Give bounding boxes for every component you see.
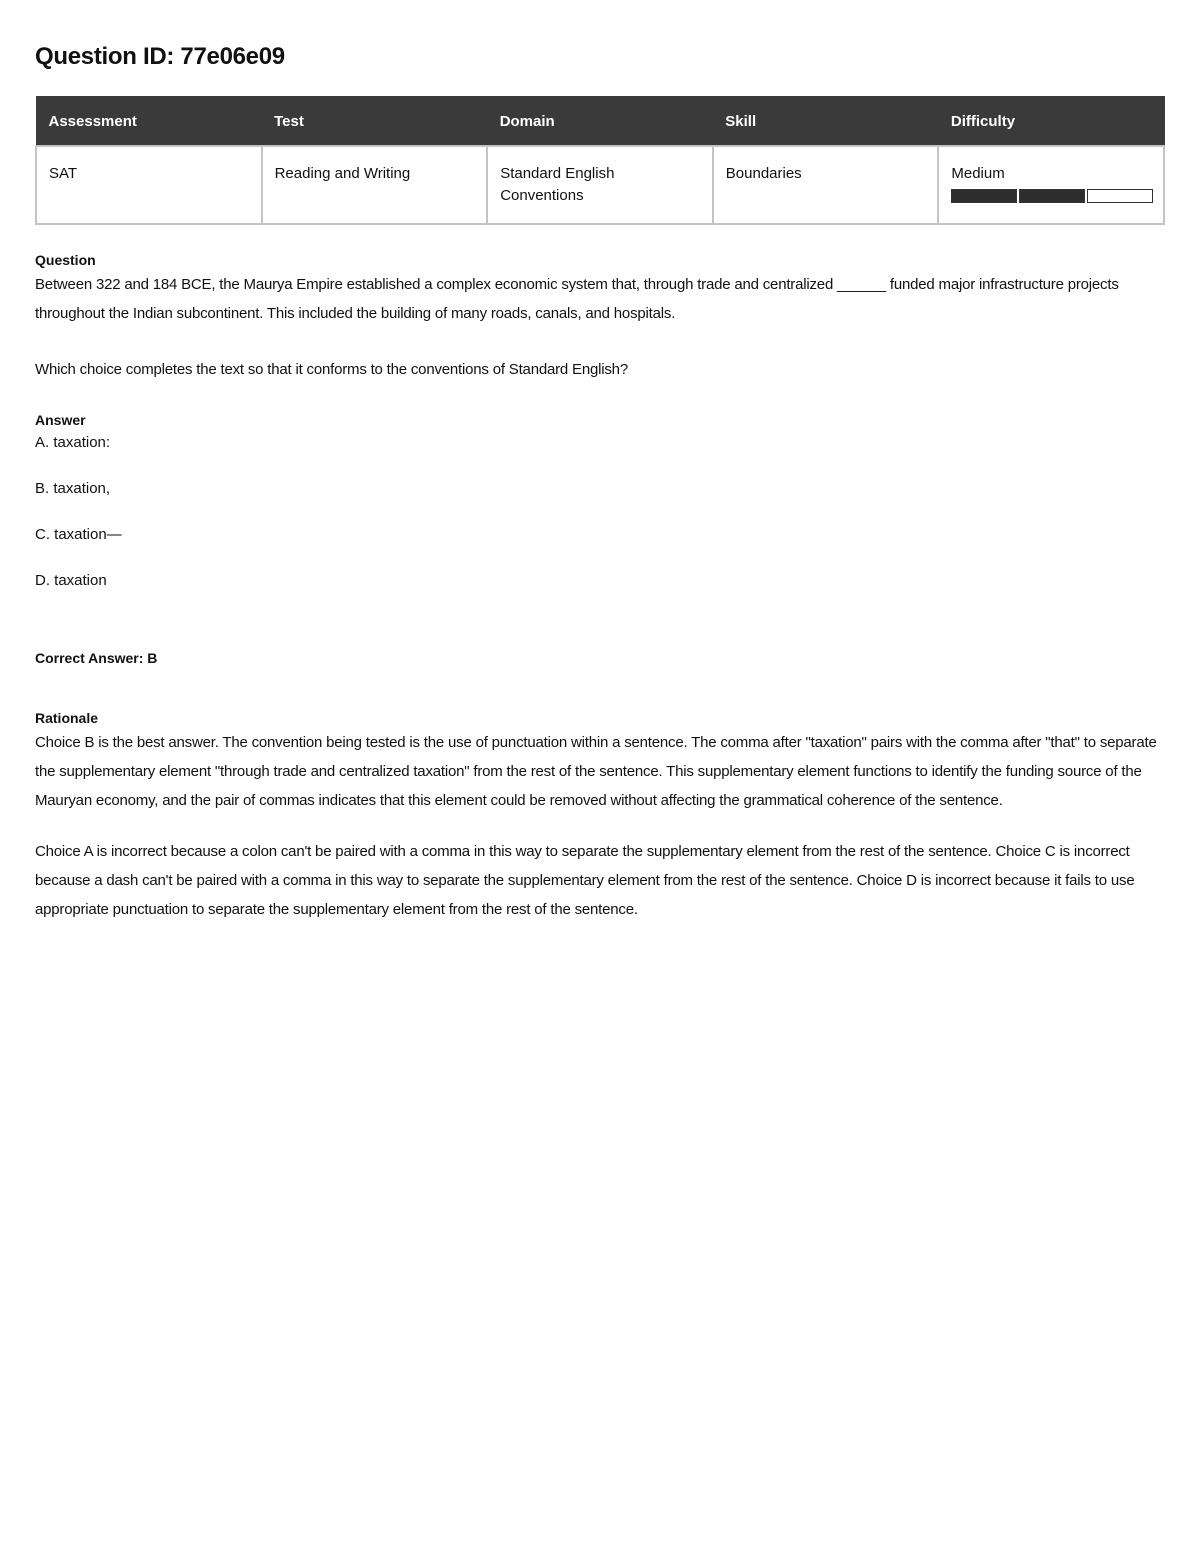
value-domain: Standard English Conventions <box>487 146 713 224</box>
meta-value-row <box>36 146 1164 224</box>
choice-b: B. taxation, <box>35 480 111 497</box>
difficulty-meter <box>951 189 1153 203</box>
header-assessment: Assessment <box>36 97 262 147</box>
rationale-label: Rationale <box>35 710 99 726</box>
value-assessment: SAT <box>36 146 262 224</box>
question-text: Between 322 and 184 BCE, the Maurya Empire established a complex economic system that, through trade and centralized ______ funded major infrastructure projects throughout the Indian subcontinent. This included the building of many roads, canals, and hospitals. <box>35 276 1119 322</box>
question-label: Question <box>35 252 96 268</box>
choice-a: A. taxation: <box>35 434 111 451</box>
question-section <box>35 250 1165 328</box>
header-difficulty: Difficulty <box>938 97 1164 147</box>
difficulty-segment <box>951 189 1017 203</box>
header-domain: Domain <box>487 97 713 147</box>
question-prompt: Which choice completes the text so that it conforms to the conventions of Standard English? <box>35 361 628 378</box>
choice-c: C. taxation— <box>35 526 122 543</box>
header-test: Test <box>262 97 488 147</box>
difficulty-segment <box>1019 189 1085 203</box>
value-test: Reading and Writing <box>262 146 488 224</box>
answer-label: Answer <box>35 412 86 428</box>
prompt-section <box>35 355 1165 384</box>
rationale-paragraph-2: Choice A is incorrect because a colon can't be paired with a comma in this way to separate the supplementary element from the rest of the sentence. Choice C is incorrect because a dash can't be paired with a comma in this way to separate the supplementary element from the rest of the sentence. Choice D is incorrect because it fails to use appropriate punctuation to separate the supplementary element from the rest of the sentence. <box>35 843 1135 918</box>
value-skill: Boundaries <box>713 146 939 224</box>
value-difficulty-cell <box>938 146 1164 224</box>
question-page <box>35 40 1165 918</box>
choice-d: D. taxation <box>35 572 107 589</box>
difficulty-segment <box>1087 189 1153 203</box>
page-title: Question ID: 77e06e09 <box>35 43 285 70</box>
answer-section <box>35 410 1165 614</box>
question-meta-table <box>35 96 1165 225</box>
meta-header-row <box>36 97 1164 147</box>
rationale-section <box>35 708 1165 924</box>
header-skill: Skill <box>713 97 939 147</box>
value-difficulty: Medium <box>951 165 1005 182</box>
correct-answer: Correct Answer: B <box>35 650 158 666</box>
rationale-paragraph-1: Choice B is the best answer. The convention being tested is the use of punctuation within a sentence. The comma after "taxation" pairs with the comma after "that" to separate the supplementary element "through trade and centralized taxation" from the rest of the sentence. This supplementary element functions to identify the funding source of the Mauryan economy, and the pair of commas indicates that this element could be removed without affecting the grammatical coherence of the sentence. <box>35 734 1157 809</box>
